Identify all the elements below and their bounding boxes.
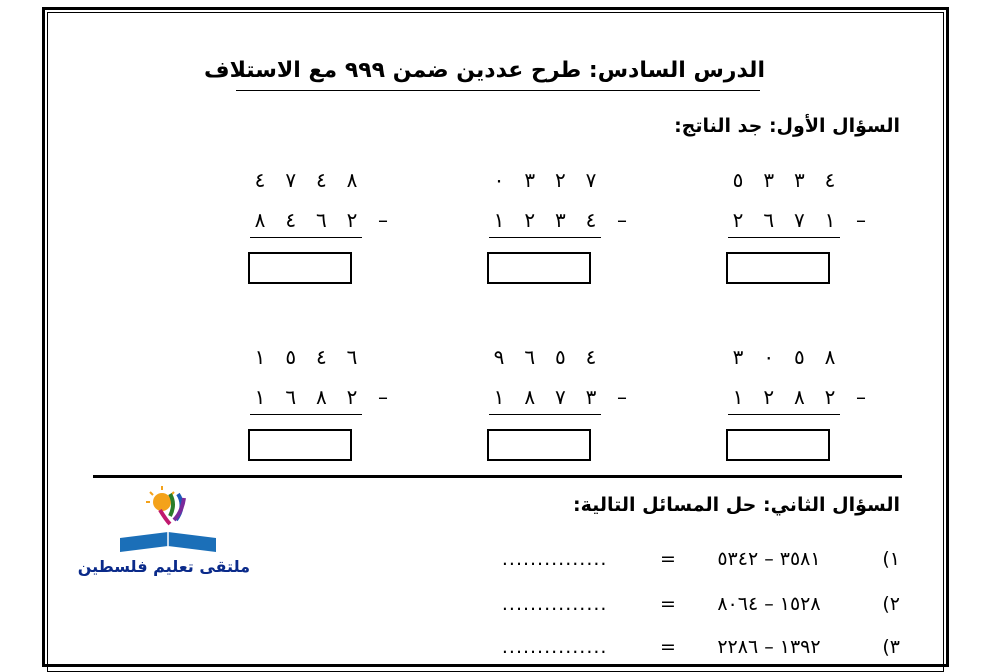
digit: ٥ xyxy=(732,168,744,192)
sum-rule xyxy=(250,414,362,415)
subtraction-problem xyxy=(728,168,878,288)
digit: ٩ xyxy=(493,345,505,369)
digit: ٠ xyxy=(763,345,775,369)
digit: ٨ xyxy=(793,385,805,409)
minuend-digits xyxy=(489,168,601,192)
lesson-title: الدرس السادس: طرح عددين ضمن ٩٩٩ مع الاستلاف xyxy=(204,58,765,83)
answer-box[interactable] xyxy=(248,252,352,284)
equals-sign: = xyxy=(659,593,676,615)
digit: ٤ xyxy=(285,208,297,232)
subtrahend-digits xyxy=(489,385,601,409)
digit: ٨ xyxy=(254,208,266,232)
digit: ٨ xyxy=(824,345,836,369)
digit: ٥ xyxy=(554,345,566,369)
sum-rule xyxy=(728,414,840,415)
digit: ١ xyxy=(493,385,505,409)
digit: ٠ xyxy=(493,168,505,192)
digit: ٦ xyxy=(315,208,327,232)
answer-box[interactable] xyxy=(248,429,352,461)
subtraction-problem xyxy=(728,345,878,465)
subtraction-problem xyxy=(489,168,639,288)
digit: ٢ xyxy=(554,168,566,192)
digit: ٦ xyxy=(285,385,297,409)
digit: ٨ xyxy=(315,385,327,409)
exercise-2 xyxy=(502,593,900,615)
digit: ٢ xyxy=(824,385,836,409)
digit: ٧ xyxy=(554,385,566,409)
digit: ٤ xyxy=(585,345,597,369)
answer-box[interactable] xyxy=(487,429,591,461)
digit: ٣ xyxy=(763,168,775,192)
digit: ٦ xyxy=(346,345,358,369)
digit: ٢ xyxy=(346,208,358,232)
digit: ٢ xyxy=(763,385,775,409)
sum-rule xyxy=(728,237,840,238)
exercise-expression: ١٣٩٢ – ٢٢٨٦ xyxy=(717,636,821,658)
digit: ٤ xyxy=(315,345,327,369)
digit: ١ xyxy=(493,208,505,232)
minus-sign: – xyxy=(378,385,388,409)
sum-rule xyxy=(489,414,601,415)
digit: ١ xyxy=(732,385,744,409)
digit: ٥ xyxy=(793,345,805,369)
exercise-number: ١) xyxy=(882,548,900,570)
digit: ٣ xyxy=(732,345,744,369)
subtrahend-digits xyxy=(250,385,362,409)
digit: ٦ xyxy=(763,208,775,232)
digit: ١ xyxy=(254,385,266,409)
minus-sign: – xyxy=(856,385,866,409)
answer-blank[interactable]: ............... xyxy=(501,636,608,658)
digit: ٣ xyxy=(585,385,597,409)
minus-sign: – xyxy=(617,385,627,409)
exercise-number: ٣) xyxy=(882,636,900,658)
minuend-digits xyxy=(250,168,362,192)
answer-box[interactable] xyxy=(726,429,830,461)
exercise-expression: ١٥٢٨ – ٨٠٦٤ xyxy=(717,593,821,615)
digit: ٥ xyxy=(285,345,297,369)
digit: ٢ xyxy=(346,385,358,409)
digit: ٨ xyxy=(346,168,358,192)
minus-sign: – xyxy=(856,208,866,232)
minuend-digits xyxy=(728,345,840,369)
exercise-number: ٢) xyxy=(882,593,900,615)
subtrahend-digits xyxy=(728,385,840,409)
subtraction-problem xyxy=(489,345,639,465)
digit: ٤ xyxy=(254,168,266,192)
digit: ٣ xyxy=(524,168,536,192)
exercise-3 xyxy=(502,636,900,658)
digit: ٢ xyxy=(524,208,536,232)
section-divider xyxy=(93,475,902,478)
answer-blank[interactable]: ............... xyxy=(501,548,608,570)
subtraction-problem xyxy=(250,168,400,288)
exercise-1 xyxy=(502,548,900,570)
minuend-digits xyxy=(728,168,840,192)
digit: ٧ xyxy=(285,168,297,192)
digit: ٢ xyxy=(732,208,744,232)
equals-sign: = xyxy=(659,548,676,570)
title-underline xyxy=(236,90,760,91)
subtrahend-digits xyxy=(728,208,840,232)
digit: ٣ xyxy=(793,168,805,192)
answer-box[interactable] xyxy=(487,252,591,284)
question1-heading: السؤال الأول: جد الناتج: xyxy=(674,115,900,137)
logo-text: ملتقى تعليم فلسطين xyxy=(77,557,250,576)
subtrahend-digits xyxy=(489,208,601,232)
digit: ٤ xyxy=(315,168,327,192)
digit: ٧ xyxy=(793,208,805,232)
equals-sign: = xyxy=(659,636,676,658)
subtraction-problem xyxy=(250,345,400,465)
subtrahend-digits xyxy=(250,208,362,232)
answer-box[interactable] xyxy=(726,252,830,284)
digit: ٨ xyxy=(524,385,536,409)
exercise-expression: ٣٥٨١ – ٥٣٤٢ xyxy=(717,548,821,570)
sum-rule xyxy=(250,237,362,238)
answer-blank[interactable]: ............... xyxy=(501,593,608,615)
minus-sign: – xyxy=(617,208,627,232)
minuend-digits xyxy=(250,345,362,369)
digit: ٤ xyxy=(585,208,597,232)
digit: ٣ xyxy=(554,208,566,232)
digit: ٧ xyxy=(585,168,597,192)
digit: ١ xyxy=(824,208,836,232)
minus-sign: – xyxy=(378,208,388,232)
question2-heading: السؤال الثاني: حل المسائل التالية: xyxy=(573,494,900,516)
digit: ١ xyxy=(254,345,266,369)
minuend-digits xyxy=(489,345,601,369)
sum-rule xyxy=(489,237,601,238)
digit: ٤ xyxy=(824,168,836,192)
digit: ٦ xyxy=(524,345,536,369)
